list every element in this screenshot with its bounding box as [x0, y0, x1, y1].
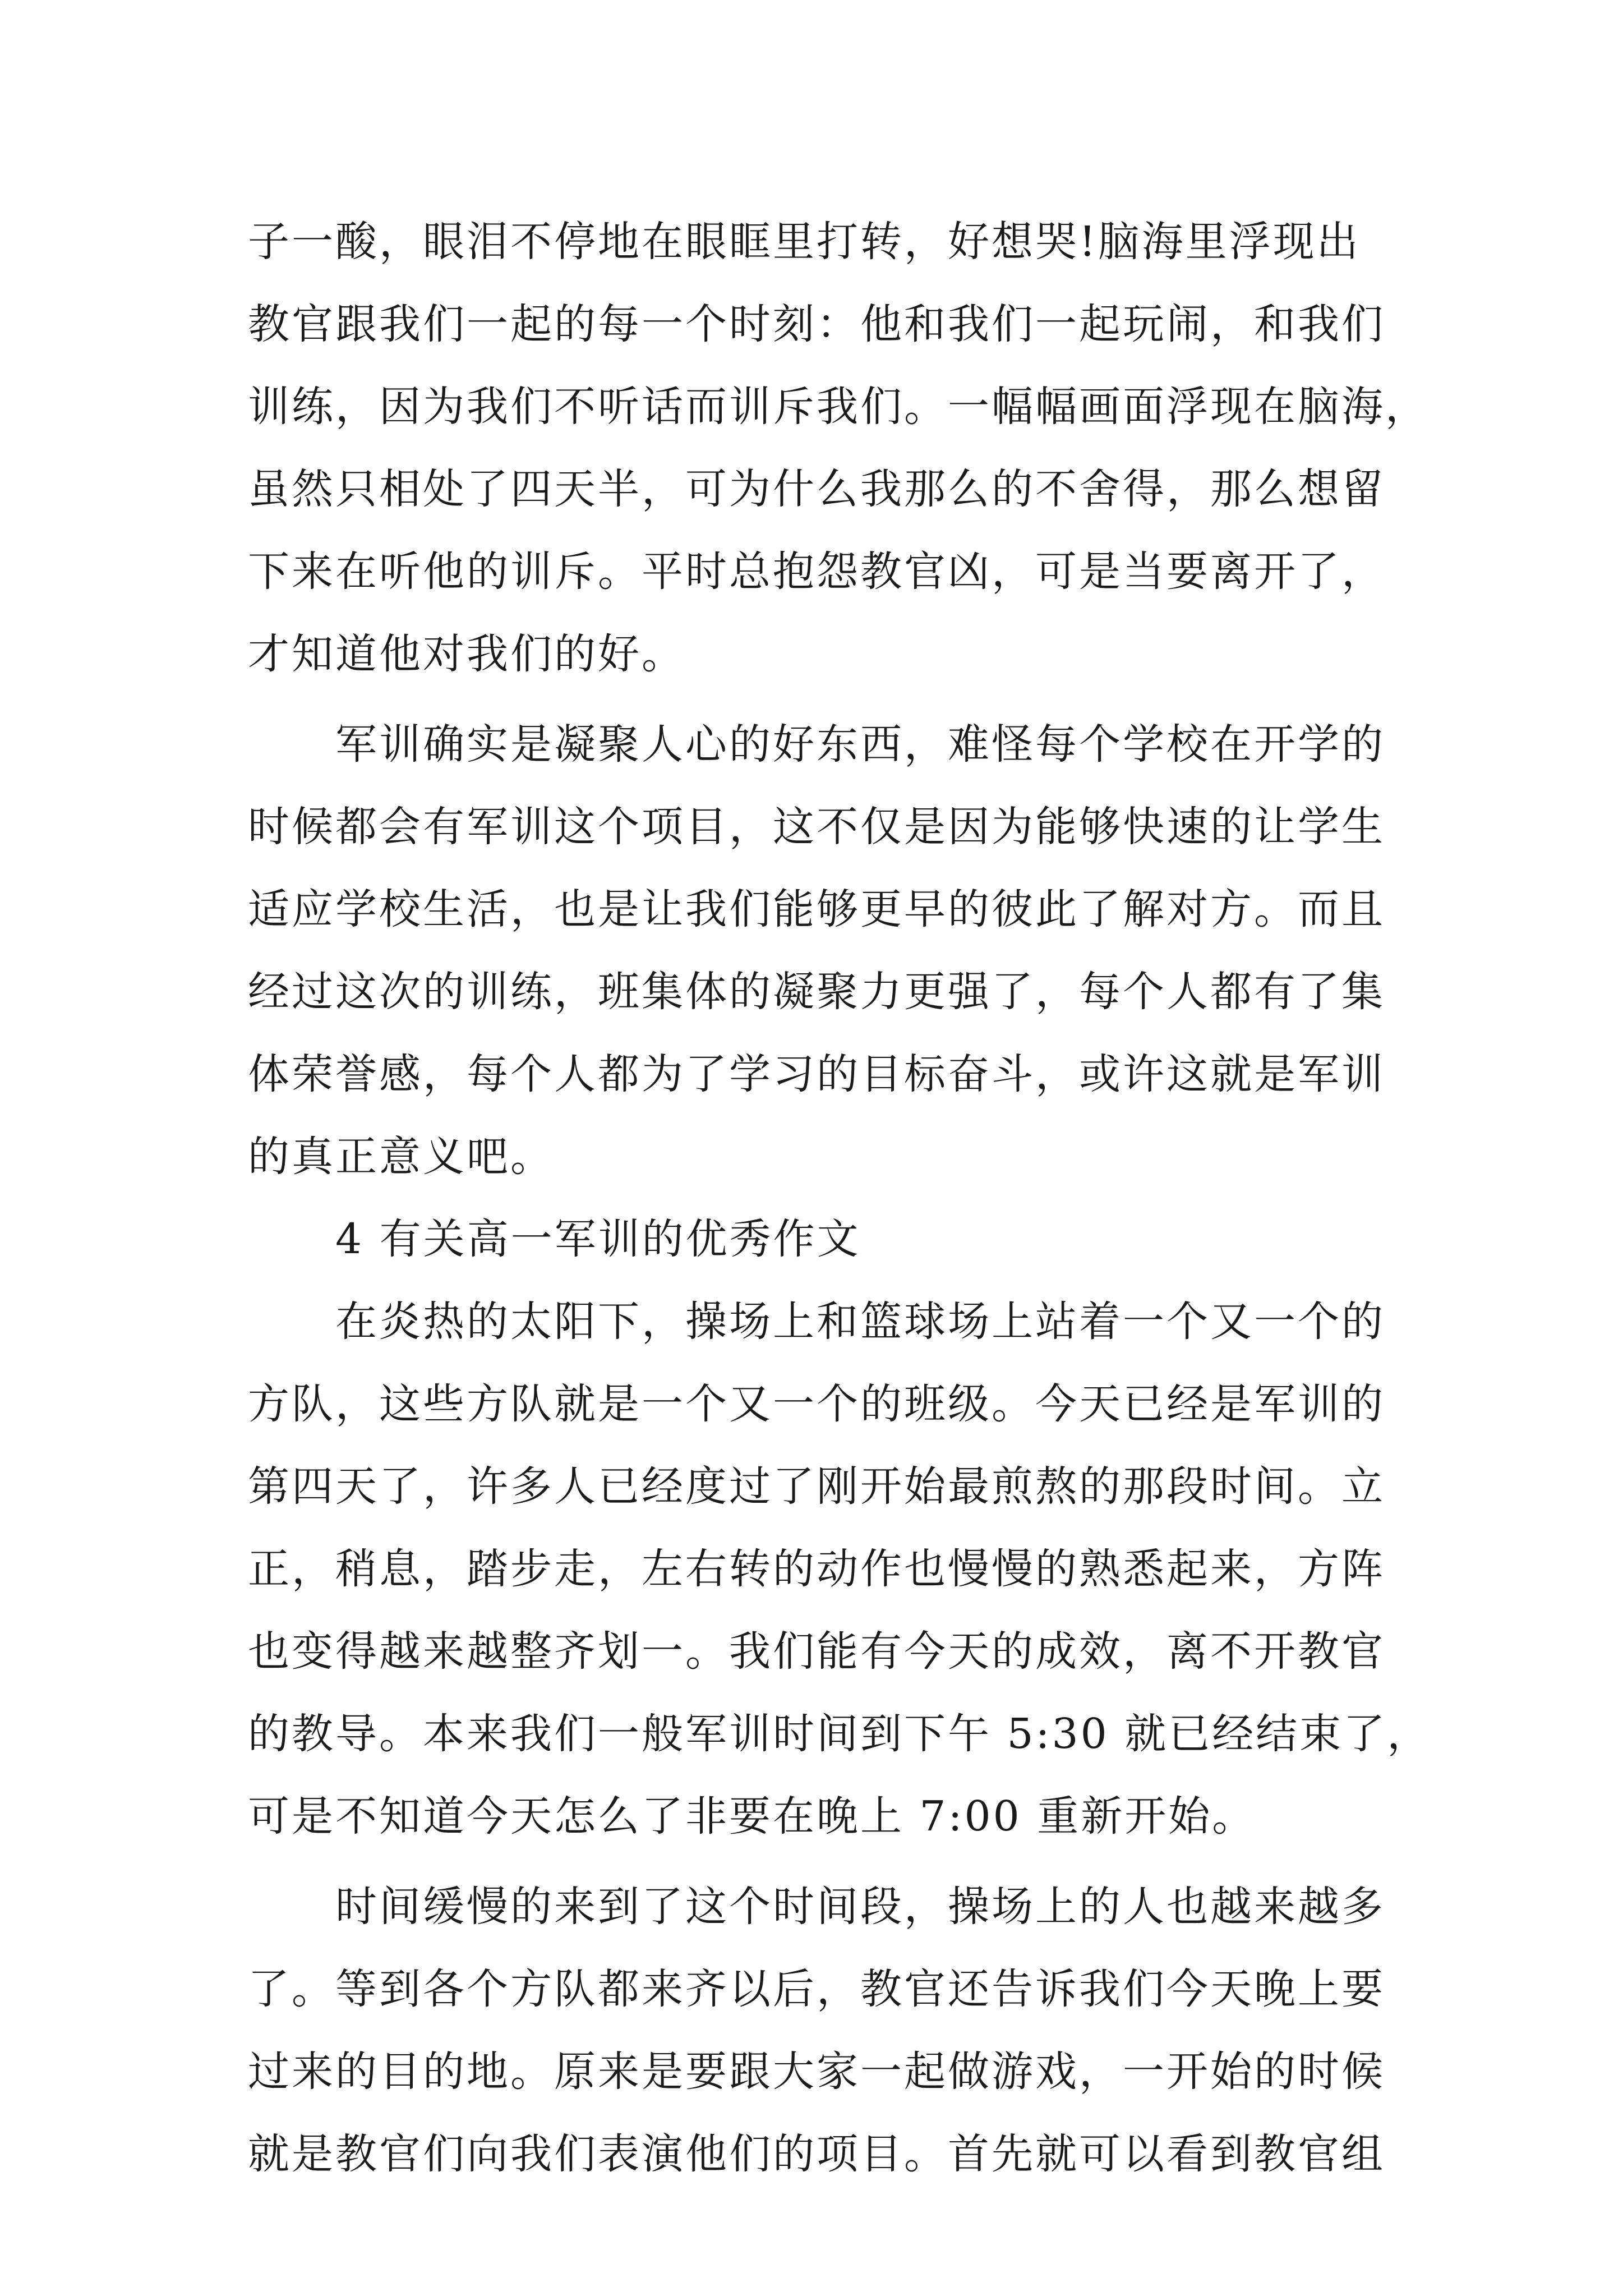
text-line: 可是不知道今天怎么了非要在晚上 7:00 重新开始。: [248, 1792, 1256, 1841]
text-line: 训练，因为我们不听话而训斥我们。一幅幅画面浮现在脑海，: [248, 383, 1429, 431]
text-line: 的教导。本来我们一般军训时间到下午 5:30 就已经结束了，: [248, 1710, 1431, 1758]
body-text: [248, 201, 1431, 2196]
text-line: 正，稍息，踏步走，左右转的动作也慢慢的熟悉起来，方阵: [248, 1545, 1385, 1593]
text-line: 时候都会有军训这个项目，这不仅是因为能够快速的让学生: [248, 803, 1385, 851]
text-line: 下来在听他的训斥。平时总抱怨教官凶，可是当要离开了，: [248, 547, 1385, 596]
text-line: 适应学校生活，也是让我们能够更早的彼此了解对方。而且: [248, 885, 1385, 933]
text-line: 时间缓慢的来到了这个时间段，操场上的人也越来越多: [248, 1883, 1385, 1931]
text-line: 才知道他对我们的好。: [248, 630, 685, 678]
text-line: 过来的目的地。原来是要跟大家一起做游戏，一开始的时候: [248, 2047, 1385, 2096]
text-line: 的真正意义吧。: [248, 1133, 554, 1181]
section-heading: 4 有关高一军训的优秀作文: [248, 1215, 861, 1263]
text-line: 就是教官们向我们表演他们的项目。首先就可以看到教官组: [248, 2130, 1385, 2178]
text-line: 教官跟我们一起的每一个时刻：他和我们一起玩闹，和我们: [248, 300, 1385, 348]
text-line: 也变得越来越整齐划一。我们能有今天的成效，离不开教官: [248, 1627, 1385, 1676]
text-line: 在炎热的太阳下，操场上和篮球场上站着一个又一个的: [248, 1297, 1385, 1346]
text-line: 虽然只相处了四天半，可为什么我那么的不舍得，那么想留: [248, 465, 1385, 513]
text-line: 体荣誉感，每个人都为了学习的目标奋斗，或许这就是军训: [248, 1050, 1385, 1098]
text-line: 了。等到各个方队都来齐以后，教官还告诉我们今天晚上要: [248, 1965, 1385, 2013]
text-line: 子一酸，眼泪不停地在眼眶里打转，好想哭!脑海里浮现出: [248, 218, 1361, 266]
text-line: 经过这次的训练，班集体的凝聚力更强了，每个人都有了集: [248, 968, 1385, 1016]
text-line: 方队，这些方队就是一个又一个的班级。今天已经是军训的: [248, 1380, 1385, 1428]
text-line: 第四天了，许多人已经度过了刚开始最煎熬的那段时间。立: [248, 1462, 1385, 1511]
text-line: 军训确实是凝聚人心的好东西，难怪每个学校在开学的: [248, 720, 1385, 769]
